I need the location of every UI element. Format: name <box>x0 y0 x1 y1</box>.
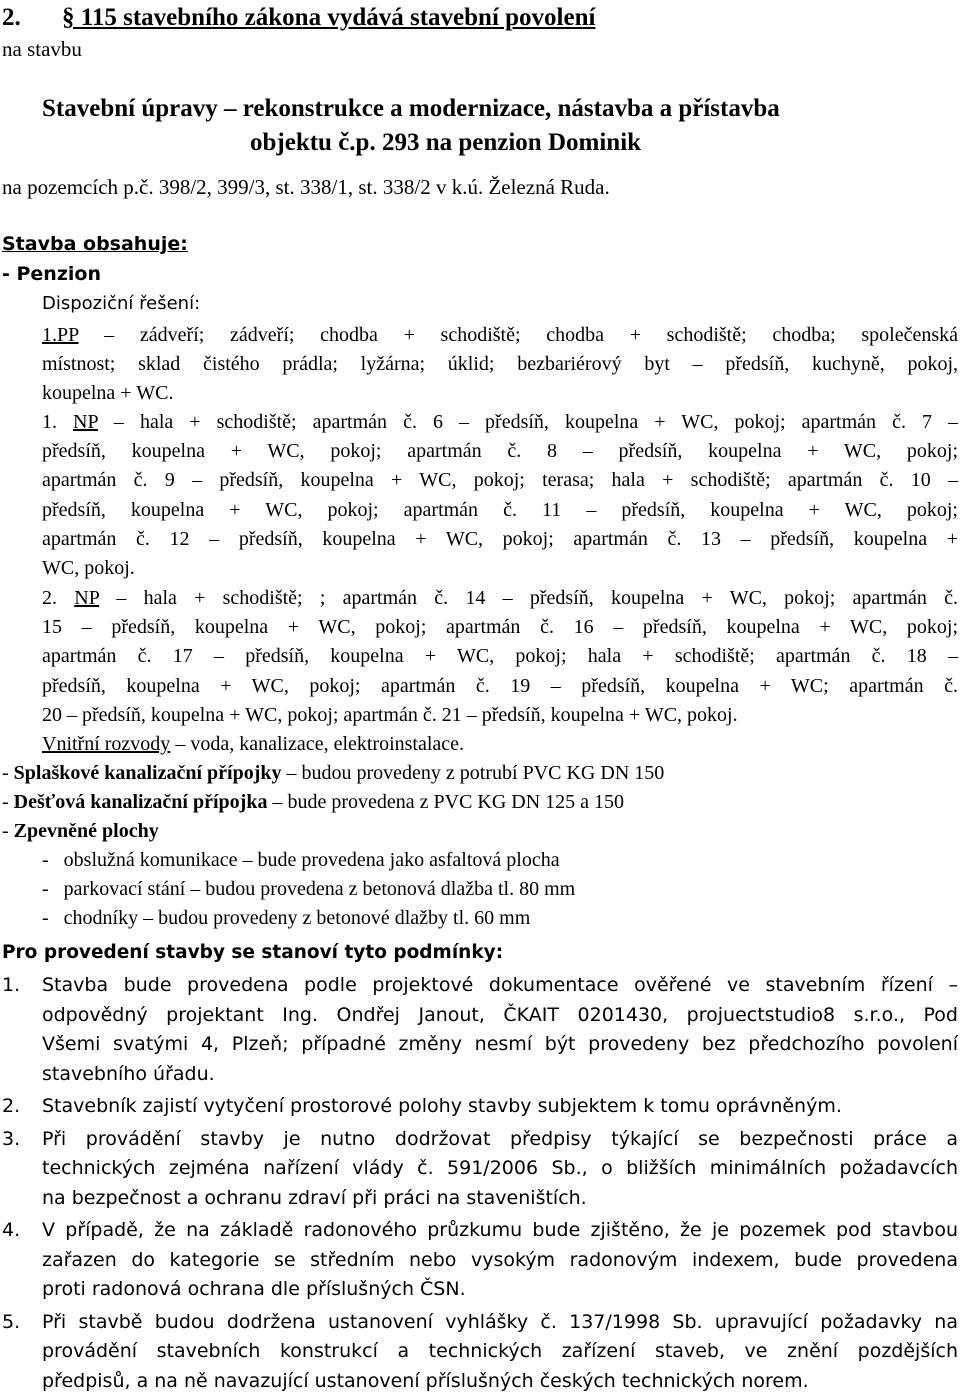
internal-distribution-label: Vnitřní rozvody <box>42 733 170 755</box>
condition-number: 1. <box>2 971 20 1001</box>
paved-areas: - Zpevněné plochy <box>2 820 159 843</box>
internal-distribution-text: – voda, kanalizace, elektroinstalace. <box>170 733 464 755</box>
floor-np1-label: NP <box>73 411 98 433</box>
rain-connection-label: Dešťová kanalizační přípojka <box>14 791 268 813</box>
condition-line: Stavebník zajistí vytyčení prostorové polohy stavby subjektem k tomu oprávněným. <box>42 1092 958 1122</box>
floor-np1-text-6: WC, pokoj. <box>42 557 135 579</box>
conditions-heading: Pro provedení stavby se stanoví tyto podmínky: <box>2 942 503 963</box>
condition-line: proti radonová ochrana dle příslušných ČSN. <box>42 1275 958 1305</box>
penzion-item: - Penzion <box>2 263 101 285</box>
project-title-line-2: objektu č.p. 293 na penzion Dominik <box>250 129 641 157</box>
condition-number: 3. <box>2 1125 20 1155</box>
floor-np2-line-2 <box>42 613 958 642</box>
floor-np2-text-4: předsíň, koupelna + WC, pokoj; apartmán č. 19 – předsíň, koupelna + WC; apartmán č. <box>42 675 958 697</box>
condition-item <box>2 1092 958 1122</box>
project-title-line-1: Stavební úpravy – rekonstrukce a modernizace, nástavba a přístavba <box>42 95 780 123</box>
internal-distribution <box>42 733 464 756</box>
floor-pp <box>42 321 958 408</box>
location-line: na pozemcích p.č. 398/2, 399/3, st. 338/1, st. 338/2 v k.ú. Železná Ruda. <box>2 175 610 200</box>
floor-pp-text-3: koupelna + WC. <box>42 382 173 404</box>
sewer-connection-label: Splaškové kanalizační přípojky <box>14 762 282 784</box>
floor-np1 <box>42 408 958 583</box>
floor-pp-line-3 <box>42 379 958 408</box>
floor-np1-line-5 <box>42 525 958 554</box>
floor-pp-text-2: místnost; sklad čistého prádla; lyžárna; úklid; bezbariérový byt – předsíň, kuchyně, pokoj, <box>42 353 958 375</box>
paved-item: - obslužná komunikace – bude provedena jako asfaltová plocha <box>42 849 560 872</box>
paved-item-text: chodníky – budou provedeny z betonové dlažby tl. 60 mm <box>64 907 531 929</box>
floor-np1-number: 1. <box>42 411 57 433</box>
floor-np2-text-2: 15 – předsíň, koupelna + WC, pokoj; apartmán č. 16 – předsíň, koupelna + WC, pokoj; <box>42 616 958 638</box>
floor-np1-text-5: apartmán č. 12 – předsíň, koupelna + WC, pokoj; apartmán č. 13 – předsíň, koupelna + <box>42 528 958 550</box>
condition-item <box>2 1216 958 1305</box>
floor-np2-text-5: 20 – předsíň, koupelna + WC, pokoj; apartmán č. 21 – předsíň, koupelna + WC, pokoj. <box>42 704 738 726</box>
floor-np2-label: NP <box>74 587 99 609</box>
floor-np1-line-4 <box>42 496 958 525</box>
section-number: 2. <box>2 4 21 32</box>
condition-number: 4. <box>2 1216 20 1246</box>
sewer-connection: - Splaškové kanalizační přípojky – budou provedeny z potrubí PVC KG DN 150 <box>2 762 664 785</box>
condition-line: na bezpečnost a ochranu zdraví při práci na staveništích. <box>42 1184 958 1214</box>
section-title: § 115 stavebního zákona vydává stavební povolení <box>62 4 595 32</box>
condition-line: Při provádění stavby je nutno dodržovat předpisy týkající se bezpečnosti práce a <box>42 1125 958 1155</box>
floor-np1-line-6 <box>42 554 958 583</box>
layout-heading: Dispoziční řešení: <box>42 293 200 314</box>
condition-line: provádění stavebních konstrukcí a technických zařízení staveb, ve znění pozdějších <box>42 1337 958 1367</box>
floor-np2-text-3: apartmán č. 17 – předsíň, koupelna + WC, pokoj; hala + schodiště; apartmán č. 18 – <box>42 645 958 667</box>
floor-np1-line-1: 1. NP – hala + schodiště; apartmán č. 6 – předsíň, koupelna + WC, pokoj; apartmán č. 7 – <box>42 408 958 437</box>
condition-line: V případě, že na základě radonového průzkumu bude zjištěno, že je pozemek pod stavbou <box>42 1216 958 1246</box>
paved-item-text: parkovací stání – budou provedena z betonová dlažba tl. 80 mm <box>64 878 576 900</box>
floor-np2-line-3 <box>42 642 958 671</box>
paved-item-text: obslužná komunikace – bude provedena jako asfaltová plocha <box>64 849 560 871</box>
floor-np1-line-3 <box>42 466 958 495</box>
conditions-list <box>2 971 958 1396</box>
condition-number: 2. <box>2 1092 20 1122</box>
contents-heading: Stavba obsahuje: <box>2 233 188 255</box>
paved-item: - chodníky – budou provedeny z betonové dlažby tl. 60 mm <box>42 907 530 930</box>
floor-pp-line-1: 1.PP – zádveří; zádveří; chodba + schodiště; chodba + schodiště; chodba; společenská <box>42 321 958 350</box>
condition-number: 5. <box>2 1308 20 1338</box>
floor-np2 <box>42 584 958 730</box>
floor-np2-number: 2. <box>42 587 57 609</box>
condition-line: Všemi svatými 4, Plzeň; případné změny nesmí být provedeny bez předchozího povolení <box>42 1030 958 1060</box>
condition-line: technických zejména nařízení vlády č. 591/2006 Sb., o bližších minimálních požadavcích <box>42 1154 958 1184</box>
condition-item <box>2 971 958 1089</box>
floor-np1-text-3: apartmán č. 9 – předsíň, koupelna + WC, pokoj; terasa; hala + schodiště; apartmán č. 10 – <box>42 469 958 491</box>
floor-pp-label: 1.PP <box>42 324 79 346</box>
rain-connection: - Dešťová kanalizační přípojka – bude provedena z PVC KG DN 125 a 150 <box>2 791 624 814</box>
floor-np2-text-1: hala + schodiště; ; apartmán č. 14 – předsíň, koupelna + WC, pokoj; apartmán č. <box>144 587 958 609</box>
floor-np2-line-4 <box>42 672 958 701</box>
condition-line: Stavba bude provedena podle projektové dokumentace ověřené ve stavebním řízení – <box>42 971 958 1001</box>
floor-np1-line-2 <box>42 437 958 466</box>
floor-np2-line-1: 2. NP – hala + schodiště; ; apartmán č. 14 – předsíň, koupelna + WC, pokoj; apartmán č. <box>42 584 958 613</box>
condition-line: předpisů, a na ně navazující ustanovení příslušných českých technických norem. <box>42 1367 958 1396</box>
paved-areas-label: Zpevněné plochy <box>14 820 159 842</box>
floor-np2-line-5 <box>42 701 958 730</box>
condition-item <box>2 1125 958 1214</box>
condition-line: Při stavbě budou dodržena ustanovení vyhlášky č. 137/1998 Sb. upravující požadavky na <box>42 1308 958 1338</box>
floor-np1-text-1: hala + schodiště; apartmán č. 6 – předsíň, koupelna + WC, pokoj; apartmán č. 7 – <box>140 411 958 433</box>
paved-item: - parkovací stání – budou provedena z betonová dlažba tl. 80 mm <box>42 878 575 901</box>
condition-item <box>2 1308 958 1396</box>
floor-pp-text-1: zádveří; zádveří; chodba + schodiště; chodba + schodiště; chodba; společenská <box>140 324 958 346</box>
sewer-connection-text: – budou provedeny z potrubí PVC KG DN 150 <box>282 762 665 784</box>
condition-line: stavebního úřadu. <box>42 1060 958 1090</box>
condition-line: odpovědný projektant Ing. Ondřej Janout, ČKAIT 0201430, projuectstudio8 s.r.o., Pod <box>42 1001 958 1031</box>
section-for: na stavbu <box>2 37 82 62</box>
floor-pp-line-2 <box>42 350 958 379</box>
floor-np1-text-4: předsíň, koupelna + WC, pokoj; apartmán č. 11 – předsíň, koupelna + WC, pokoj; <box>42 499 958 521</box>
floor-np1-text-2: předsíň, koupelna + WC, pokoj; apartmán č. 8 – předsíň, koupelna + WC, pokoj; <box>42 440 958 462</box>
condition-line: zařazen do kategorie se středním nebo vysokým radonovým indexem, bude provedena <box>42 1246 958 1276</box>
rain-connection-text: – bude provedena z PVC KG DN 125 a 150 <box>267 791 624 813</box>
